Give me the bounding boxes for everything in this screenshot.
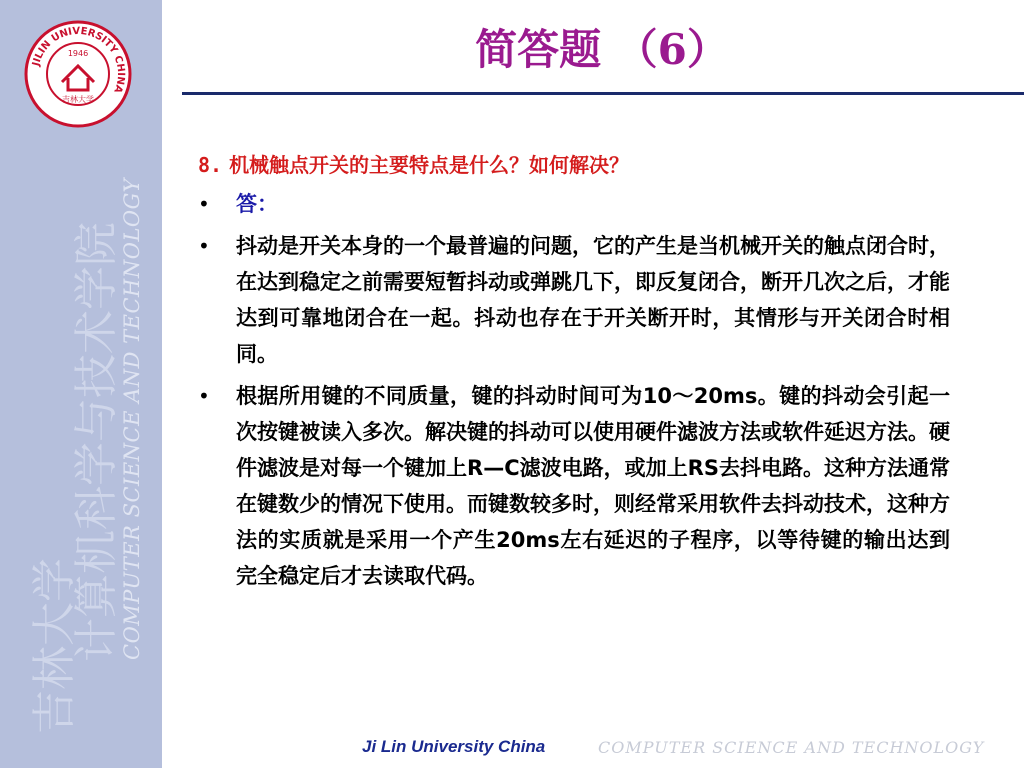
bullet-answer xyxy=(198,186,958,222)
sidebar-chinese-text xyxy=(29,222,122,734)
logo-seal-text: 吉林大学 xyxy=(62,95,94,104)
footer-department: COMPUTER SCIENCE AND TECHNOLOGY xyxy=(598,738,985,757)
question xyxy=(198,150,958,180)
bullet-dot: • xyxy=(198,192,210,216)
university-logo xyxy=(24,20,132,128)
question-number: 8. xyxy=(198,153,223,177)
paragraph-1: 抖动是开关本身的一个最普遍的问题，它的产生是当机械开关的触点闭合时，在达到稳定之前需要短暂抖动或弹跳几下，即反复闭合，断开几次之后，才能达到可靠地闭合在一起。抖动也存在于开关断开时，其情形与开关闭合时相同。 xyxy=(236,234,950,366)
footer-university: Ji Lin University China xyxy=(362,737,546,756)
title-divider xyxy=(182,92,1024,95)
sidebar-cn-line1: 吉林大学 xyxy=(29,558,80,734)
question-text: 机械触点开关的主要特点是什么？如何解决？ xyxy=(229,153,630,177)
logo-ring-text: JILIN UNIVERSITY CHINA xyxy=(30,25,127,95)
bullet-paragraph-2 xyxy=(198,378,958,594)
paragraph-2: 根据所用键的不同质量，键的抖动时间可为10～20ms。键的抖动会引起一次按键被读入多次。解决键的抖动可以使用硬件滤波方法或软件延迟方法。硬件滤波是对每一个键加上R—C滤波电路，或加上RS去抖电路。这种方法通常在键数少的情况下使用。而键数较多时，则经常采用软件去抖动技术，这种方法的实质就是采用一个产生20ms左右延迟的子程序，以等待键的输出达到完全稳定后才去读取代码。 xyxy=(236,384,950,588)
bullet-paragraph-1 xyxy=(198,228,958,372)
sidebar-cn-line2: 计算机科学与技术学院 xyxy=(71,222,122,662)
bullet-dot: • xyxy=(198,384,210,408)
slide-content xyxy=(198,150,958,600)
bullet-dot: • xyxy=(198,234,210,258)
logo-year: 1946 xyxy=(67,49,89,58)
answer-label: 答： xyxy=(236,192,278,216)
sidebar xyxy=(0,0,162,768)
sidebar-english-text: COMPUTER SCIENCE AND TECHNOLOGY xyxy=(120,178,144,660)
slide-title: 简答题 （6） xyxy=(475,25,729,74)
